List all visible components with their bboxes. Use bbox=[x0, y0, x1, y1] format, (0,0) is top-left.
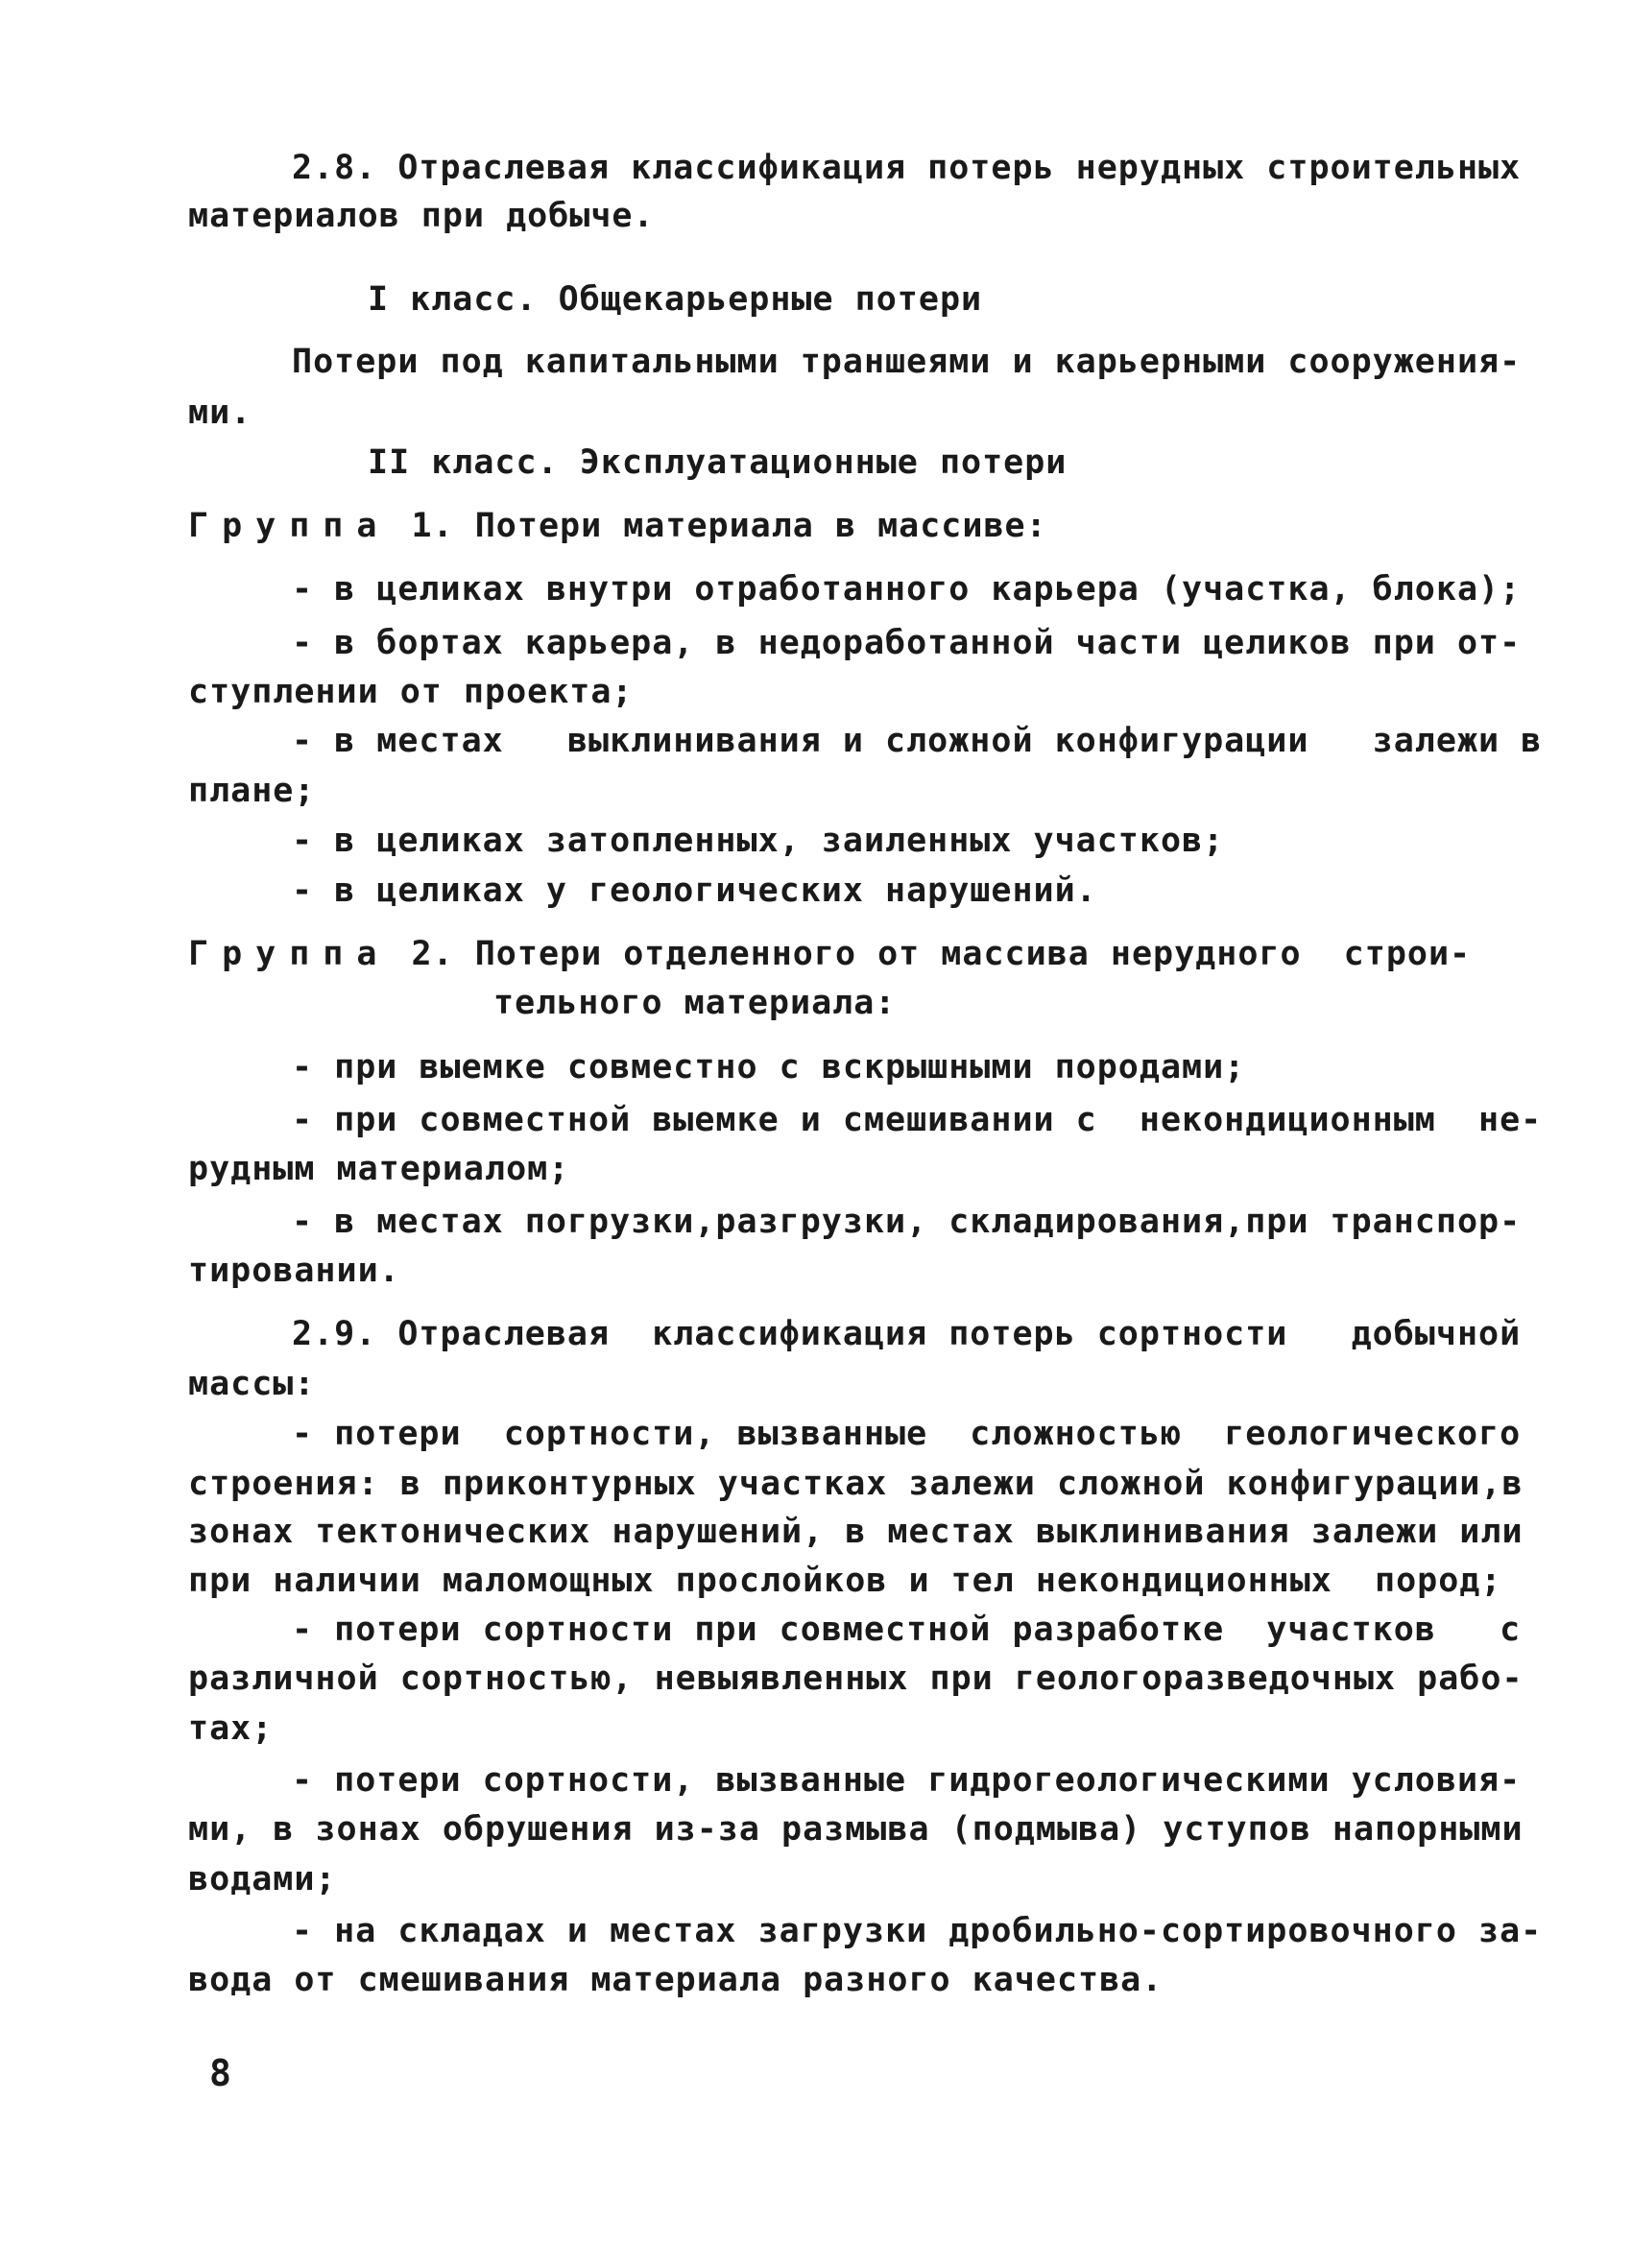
section-2-9-line: различной сортностью, невыявленных при геологоразведочных рабо- bbox=[188, 1659, 1524, 1698]
class-1-text-line-1: Потери под капитальными траншеями и карьерными сооружения- bbox=[292, 343, 1522, 381]
page-number: 8 bbox=[209, 2052, 232, 2094]
section-2-9-line: - потери сортности, вызванные сложностью геологического bbox=[292, 1415, 1522, 1453]
section-2-8-heading-line-1: 2.8. Отраслевая классификация потерь нерудных строительных bbox=[292, 149, 1522, 187]
section-2-9-line: вода от смешивания материала разного качества. bbox=[188, 1961, 1164, 1999]
group-2-item-continuation: тировании. bbox=[188, 1252, 400, 1290]
class-2-title: II класс. Эксплуатационные потери bbox=[368, 443, 1068, 482]
class-1-title: I класс. Общекарьерные потери bbox=[368, 280, 983, 319]
group-1-item: - в местах выклинивания и сложной конфигурации залежи в bbox=[292, 722, 1543, 760]
group-1-item-continuation: ступлении от проекта; bbox=[188, 673, 634, 711]
section-2-9-line: - на складах и местах загрузки дробильно-сортировочного за- bbox=[292, 1912, 1543, 1950]
section-2-9-line: - потери сортности при совместной разработке участков с bbox=[292, 1611, 1522, 1649]
group-2-label: Группа bbox=[188, 935, 391, 973]
group-2-item: - при выемке совместно с вскрышными породами; bbox=[292, 1048, 1246, 1086]
section-2-9-line: строения: в приконтурных участках залежи сложной конфигурации,в bbox=[188, 1465, 1524, 1503]
group-1-item-continuation: плане; bbox=[188, 772, 316, 810]
section-2-9-line: - потери сортности, вызванные гидрогеологическими условия- bbox=[292, 1761, 1522, 1800]
class-1-text-line-2: ми. bbox=[188, 394, 252, 432]
group-1-item: - в бортах карьера, в недоработанной части целиков при от- bbox=[292, 624, 1522, 662]
group-1-item: - в целиках внутри отработанного карьера (участка, блока); bbox=[292, 570, 1522, 609]
group-2-item-continuation: рудным материалом; bbox=[188, 1150, 570, 1188]
section-2-8-heading-line-2: материалов при добыче. bbox=[188, 197, 655, 235]
group-1-item: - в целиках у геологических нарушений. bbox=[292, 871, 1097, 910]
section-2-9-line: зонах тектонических нарушений, в местах выклинивания залежи или bbox=[188, 1513, 1524, 1551]
section-2-9-line: при наличии маломощных прослойков и тел некондиционных пород; bbox=[188, 1562, 1502, 1600]
group-1-item: - в целиках затопленных, заиленных участков; bbox=[292, 822, 1225, 860]
group-1-label: Группа bbox=[188, 507, 391, 545]
section-2-9-line: ми, в зонах обрушения из-за размыва (подмыва) уступов напорными bbox=[188, 1810, 1524, 1849]
group-2-title-line-2: тельного материала: bbox=[493, 984, 897, 1022]
section-2-9-line: водами; bbox=[188, 1860, 337, 1898]
group-1-title: 1. Потери материала в массиве: bbox=[411, 507, 1047, 545]
group-2-heading bbox=[188, 935, 1471, 973]
section-2-9-line: тах; bbox=[188, 1709, 274, 1748]
group-2-item: - при совместной выемке и смешивании с некондиционным не- bbox=[292, 1101, 1543, 1139]
group-2-title-line-1: 2. Потери отделенного от массива нерудного строи- bbox=[411, 935, 1472, 973]
group-2-item: - в местах погрузки,разгрузки, складирования,при транспор- bbox=[292, 1203, 1522, 1241]
group-1-heading bbox=[188, 507, 1047, 545]
section-2-9-heading-line-1: 2.9. Отраслевая классификация потерь сортности добычной bbox=[292, 1315, 1522, 1353]
section-2-9-heading-line-2: массы: bbox=[188, 1365, 316, 1403]
